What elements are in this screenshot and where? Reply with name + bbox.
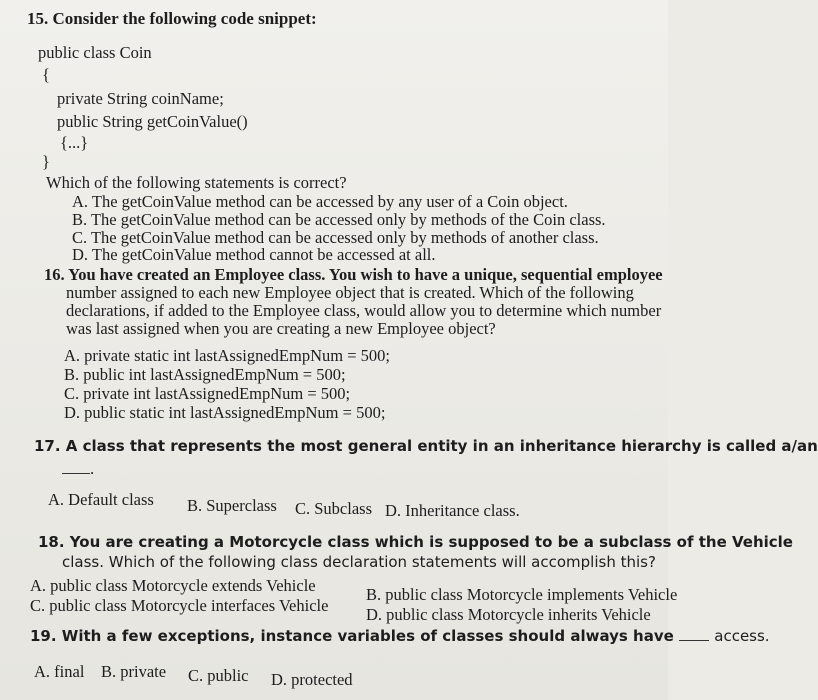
q15-option-c: C. The getCoinValue method can be accessed only by methods of another class.	[72, 228, 599, 247]
q19-option-b: B. private	[101, 662, 167, 681]
q15-option-d: D. The getCoinValue method cannot be accessed at all.	[72, 245, 436, 264]
q15-code-line: public class Coin	[38, 43, 152, 62]
q17-option-a: A. Default class	[48, 490, 154, 509]
q15-code-line: public String getCoinValue()	[57, 112, 248, 131]
q16-stem-line: number assigned to each new Employee object that is created. Which of the following	[66, 283, 634, 302]
q18-option-b: B. public class Motorcycle implements Vehicle	[366, 585, 678, 604]
q19-option-a: A. final	[34, 662, 85, 681]
q17-stem: 17. A class that represents the most general entity in an inheritance hierarchy is called a/an	[34, 437, 818, 455]
answer-blank	[62, 461, 90, 474]
q19-option-c: C. public	[188, 666, 249, 685]
q16-option-a: A. private static int lastAssignedEmpNum = 500;	[64, 346, 390, 365]
answer-blank	[679, 628, 709, 641]
q15-code-line: {	[42, 65, 50, 84]
q16-option-b: B. public int lastAssignedEmpNum = 500;	[64, 365, 346, 384]
q19-stem-text: 19. With a few exceptions, instance variables of classes should always have	[30, 627, 674, 645]
q18-stem-line: class. Which of the following class declaration statements will accomplish this?	[62, 553, 656, 571]
q19-stem-end: access.	[714, 627, 770, 645]
q17-blank-line	[62, 460, 94, 478]
q15-option-a: A. The getCoinValue method can be accessed by any user of a Coin object.	[72, 192, 568, 211]
q17-option-b: B. Superclass	[187, 496, 277, 515]
q17-option-d: D. Inheritance class.	[385, 501, 520, 520]
q15-code-line: private String coinName;	[57, 89, 224, 108]
q16-stem-line: declarations, if added to the Employee class, would allow you to determine which number	[66, 301, 662, 320]
q18-option-c: C. public class Motorcycle interfaces Vehicle	[30, 596, 329, 615]
q16-stem-line: was last assigned when you are creating a new Employee object?	[66, 319, 496, 338]
q19-stem	[30, 627, 770, 645]
q18-option-d: D. public class Motorcycle inherits Vehicle	[366, 605, 651, 624]
q15-question: Which of the following statements is correct?	[46, 173, 347, 192]
q16-option-c: C. private int lastAssignedEmpNum = 500;	[64, 384, 351, 403]
q17-option-c: C. Subclass	[295, 499, 373, 518]
q15-code-line: {...}	[60, 133, 89, 152]
q19-option-d: D. protected	[271, 670, 353, 689]
q16-stem-text: 16. You have created an Employee class. You wish to have a unique, sequential employee	[44, 265, 663, 284]
q18-option-a: A. public class Motorcycle extends Vehicle	[30, 576, 316, 595]
q15-code-line: }	[42, 152, 50, 171]
q16-stem-line	[44, 266, 663, 284]
q15-option-b: B. The getCoinValue method can be accessed only by methods of the Coin class.	[72, 210, 606, 229]
q15-title: 15. Consider the following code snippet:	[27, 9, 317, 28]
q16-option-d: D. public static int lastAssignedEmpNum = 500;	[64, 403, 386, 422]
q18-stem-line: 18. You are creating a Motorcycle class which is supposed to be a subclass of the Vehicle	[38, 533, 793, 551]
q17-period: .	[90, 459, 95, 478]
